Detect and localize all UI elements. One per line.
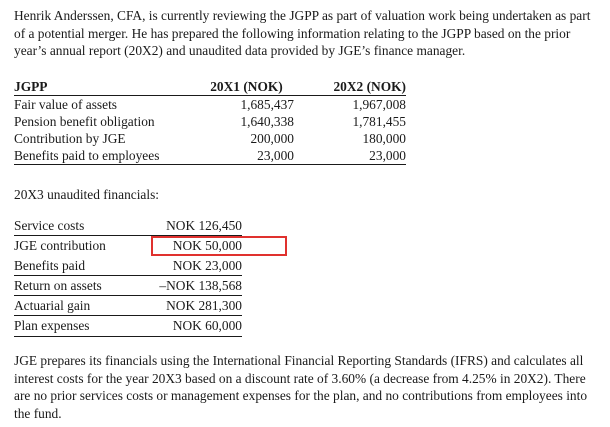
jgpp-table [14,78,406,165]
table-row [14,130,406,147]
table-row [14,316,242,336]
column-header: 20X2 (NOK) [294,78,406,96]
cell-value: 1,640,338 [240,114,294,129]
table-row [14,256,242,276]
highlight-box [151,236,287,256]
cell-value: NOK 60,000 [142,316,242,336]
unaudited-financials-table [14,216,242,337]
cell-value: NOK 50,000 [172,238,242,254]
row-label: Benefits paid to employees [14,147,199,165]
cell-value: NOK 126,450 [142,216,242,236]
cell-value: NOK 281,300 [142,296,242,316]
row-label: JGE contribution [14,238,106,254]
table-row [14,216,242,236]
cell-value: 180,000 [362,131,406,146]
row-label: Return on assets [14,275,142,295]
row-label: Fair value of assets [14,97,118,112]
closing-paragraph: JGE prepares its financials using the International Financial Reporting Standards (IFRS) and calculates all interest costs for the year 20X3 based on a discount rate of 3.60% (a decrease from 4.25% in 20X2). There are no prior services costs or management expenses for the plan, and no contributions from employees into the fund. [14,353,588,421]
table-row [14,113,406,130]
cell-value: 23,000 [294,147,406,165]
table-row [14,96,406,114]
table-row [14,275,242,295]
cell-value: 1,685,437 [240,97,294,112]
cell-value: 200,000 [250,131,294,146]
row-label: Pension benefit obligation [14,114,155,129]
table-header-row [14,78,406,96]
row-label: Plan expenses [14,316,142,336]
row-label: Service costs [14,216,142,236]
unaudited-subheading: 20X3 unaudited financials: [14,187,160,202]
intro-paragraph: Henrik Anderssen, CFA, is currently reviewing the JGPP as part of valuation work being undertaken as part of a potential merger. He has prepared the following information relating to the JGPP based on the prior year’s annual report (20X2) and unaudited data provided by JGE’s finance manager. [14,8,591,58]
row-label: Benefits paid [14,256,142,276]
cell-value: –NOK 138,568 [142,275,242,295]
cell-value: 1,781,455 [352,114,406,129]
column-header: 20X1 (NOK) [199,78,294,96]
cell-value: 23,000 [199,147,294,165]
row-label: Actuarial gain [14,296,142,316]
column-header: JGPP [14,78,199,96]
row-label: Contribution by JGE [14,131,126,146]
table-row [14,147,406,165]
cell-value: NOK 23,000 [142,256,242,276]
cell-value: 1,967,008 [352,97,406,112]
table-row [14,296,242,316]
